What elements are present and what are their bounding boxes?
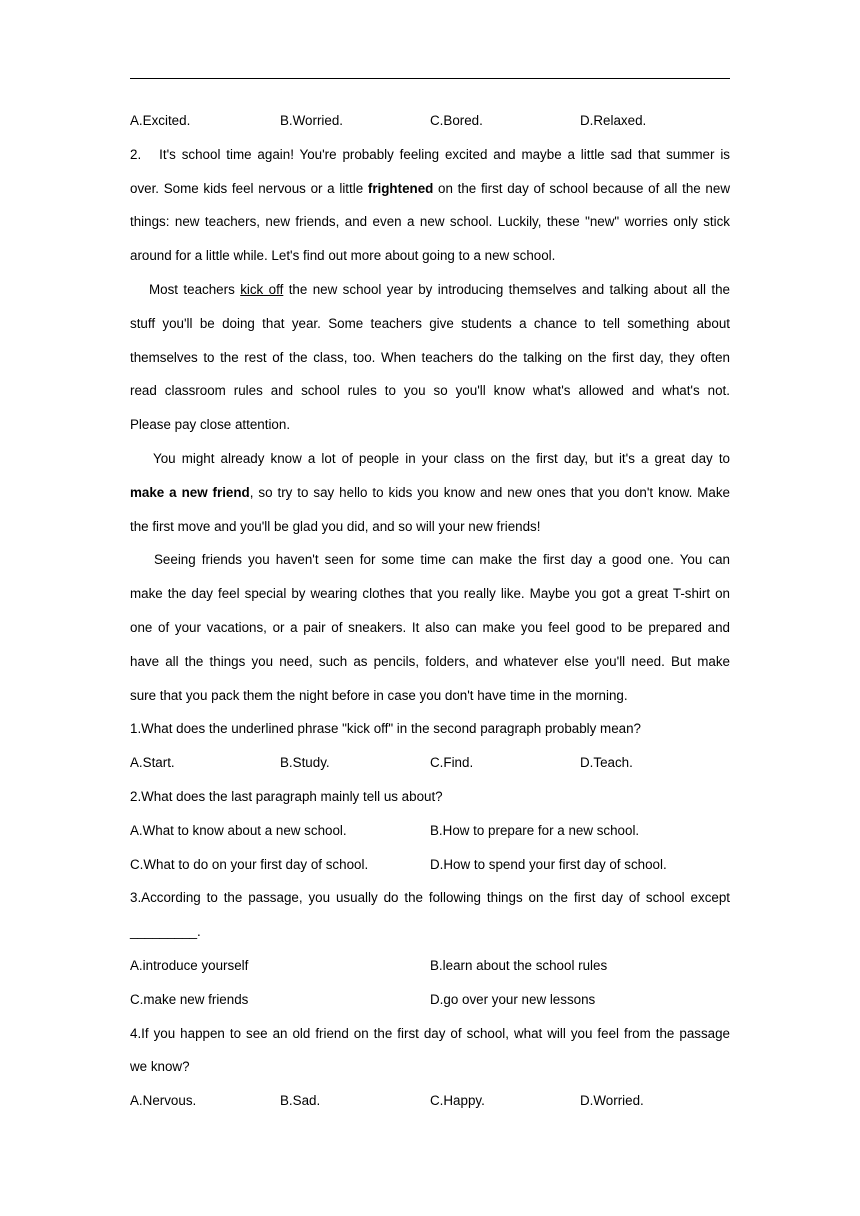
option-b: B.Study. bbox=[280, 755, 330, 771]
passage-p1-line1: 2. It's school time again! You're probably feeling excited and maybe a little sad that summer is bbox=[130, 146, 730, 162]
question-3-options-row1 bbox=[130, 949, 730, 983]
question-4-options bbox=[130, 1084, 730, 1118]
prev-question-options bbox=[130, 104, 730, 138]
passage-p4-line5: sure that you pack them the night before in case you don't have time in the morning. bbox=[130, 687, 628, 703]
option-d: D.Relaxed. bbox=[580, 113, 647, 128]
option-c: C.Bored. bbox=[430, 113, 483, 128]
option-a: A.introduce yourself bbox=[130, 957, 249, 973]
passage-p3-line2: make a new friend, so try to say hello to kids you know and new ones that you don't know. Make bbox=[130, 484, 730, 500]
question-3-blank: _________. bbox=[130, 924, 201, 940]
option-c: C.make new friends bbox=[130, 991, 249, 1007]
option-c: C.What to do on your first day of school. bbox=[130, 856, 369, 872]
question-1-options bbox=[130, 746, 730, 780]
passage-p2-line2: stuff you'll be doing that year. Some teachers give students a chance to tell something about bbox=[130, 315, 730, 331]
bold-phrase-make-a-new-friend: make a new friend bbox=[130, 484, 250, 500]
question-1: 1.What does the underlined phrase "kick off" in the second paragraph probably mean? bbox=[130, 721, 641, 737]
option-b: B.How to prepare for a new school. bbox=[430, 822, 640, 838]
passage-p4-line2: make the day feel special by wearing clothes that you really like. Maybe you got a great T-shirt on bbox=[130, 586, 730, 602]
passage-p4-line1: Seeing friends you haven't seen for some time can make the first day a good one. You can bbox=[154, 552, 730, 568]
passage-p2-line1: Most teachers kick off the new school year by introducing themselves and talking about all the bbox=[149, 281, 730, 297]
passage-p4-line4: have all the things you need, such as pencils, folders, and whatever else you'll need. But make bbox=[130, 653, 730, 669]
question-2-options-row1 bbox=[130, 814, 730, 848]
option-d: D.Worried. bbox=[580, 1093, 644, 1109]
passage-number: 2. bbox=[130, 146, 142, 162]
option-d: D.go over your new lessons bbox=[430, 991, 596, 1007]
option-b: B.learn about the school rules bbox=[430, 957, 608, 973]
option-c: C.Find. bbox=[430, 755, 474, 771]
passage-p3-line1: You might already know a lot of people in your class on the first day, but it's a great day to bbox=[153, 450, 730, 466]
option-d: D.How to spend your first day of school. bbox=[430, 856, 667, 872]
option-a: A.Nervous. bbox=[130, 1093, 197, 1109]
passage-p3-line3: the first move and you'll be glad you did, and so will your new friends! bbox=[130, 518, 541, 534]
header-rule bbox=[130, 78, 730, 79]
document-body bbox=[130, 104, 730, 1118]
question-3-line1: 3.According to the passage, you usually do the following things on the first day of school except bbox=[130, 890, 730, 906]
passage-p2-line3: themselves to the rest of the class, too. When teachers do the talking on the first day, they often bbox=[130, 349, 730, 365]
passage-p2-line5: Please pay close attention. bbox=[130, 417, 291, 433]
passage-p1-line4: around for a little while. Let's find out more about going to a new school. bbox=[130, 248, 556, 264]
underlined-phrase-kick-off: kick off bbox=[240, 281, 284, 297]
question-3-options-row2 bbox=[130, 983, 730, 1017]
passage-p4-line3: one of your vacations, or a pair of sneakers. It also can make you feel good to be prepared and bbox=[130, 619, 730, 635]
option-c: C.Happy. bbox=[430, 1093, 485, 1109]
option-a: A.Start. bbox=[130, 755, 175, 771]
passage-p1-line2: over. Some kids feel nervous or a little frightened on the first day of school because of all the new bbox=[130, 180, 730, 196]
option-a: A.What to know about a new school. bbox=[130, 822, 347, 838]
option-b: B.Sad. bbox=[280, 1093, 321, 1109]
option-b: B.Worried. bbox=[280, 113, 344, 128]
question-2-options-row2 bbox=[130, 848, 730, 882]
passage-p2-line4: read classroom rules and school rules to you so you'll know what's allowed and what's not. bbox=[130, 383, 730, 399]
passage-p1-line3: things: new teachers, new friends, and even a new school. Luckily, these "new" worries only stick bbox=[130, 214, 730, 230]
option-a: A.Excited. bbox=[130, 113, 191, 128]
question-4-line2: we know? bbox=[130, 1059, 190, 1075]
bold-word-frightened: frightened bbox=[367, 180, 434, 196]
question-4-line1: 4.If you happen to see an old friend on the first day of school, what will you feel from the passage bbox=[130, 1025, 730, 1041]
question-2: 2.What does the last paragraph mainly tell us about? bbox=[130, 788, 443, 804]
option-d: D.Teach. bbox=[580, 755, 633, 771]
